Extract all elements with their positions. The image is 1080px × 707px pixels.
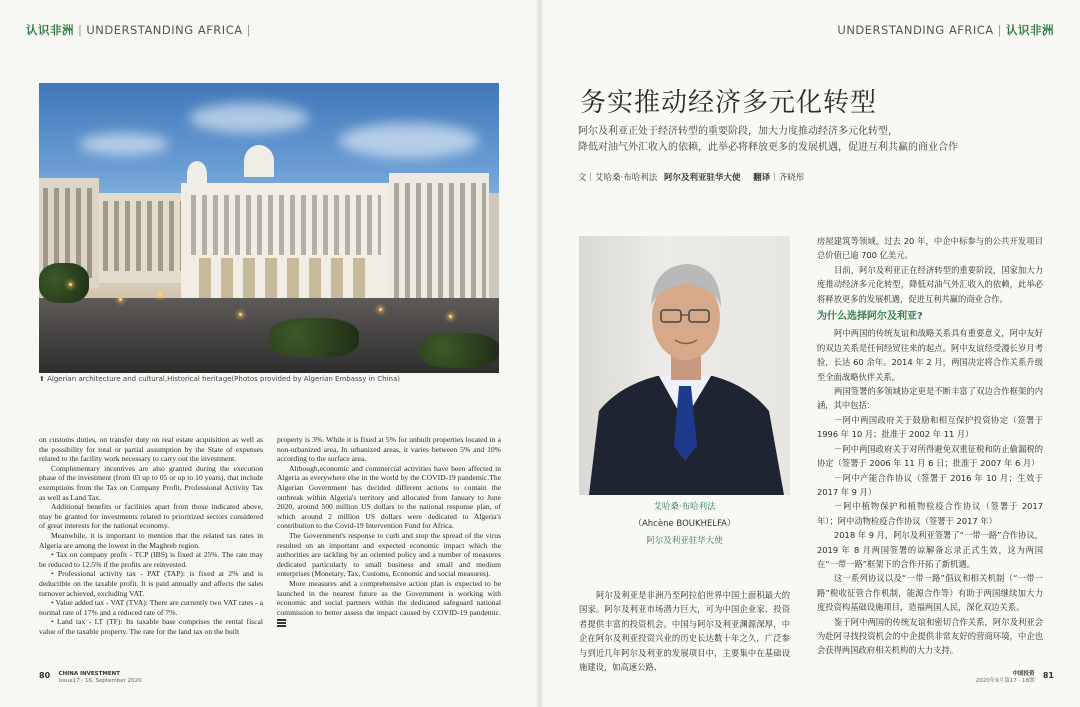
- byline: 文｜艾哈桑·布哈利法 阿尔及利亚驻华大使 翻译｜齐晓彤: [578, 173, 805, 183]
- section-label-cn: 认识非洲: [26, 23, 74, 37]
- right-text-column-1: 阿尔及利亚是非洲乃至阿拉伯世界中国土面积最大的国家。阿尔及利亚市场潜力巨大，可为中国企业家、投资者提供丰富的投资机会。中国与阿尔及利亚渊源深厚，中企在阿尔及利亚投资兴业的历史长达数十年之久，广泛参与到近几年阿尔及利亚的发展项目中，主要集中在基础设施建设，如高速公路、: [579, 590, 790, 673]
- page-number: 81: [1042, 671, 1054, 680]
- left-text-column-2: property is 3%. While it is fixed at 5% for unbuilt properties located in a non-urbanized area, In urbanized areas, it varies between 5% and 10% according to the surface area. Although,economic and commercial activities have been affected in Algeria as everywhere else in the world by the COVID-19 pandemic.The Algerian Government has decided different actions to contain the outbreak within Algeria's territory and allocated from January to June 2020, around 500 million US dollars to the national response plan, of which around 2 million US dollars were dedicated to Algeria's contribution to the Covid-19 Intervention Fund for Africa. The Government's response to curb and stop the spread of the virus resulted on an important and expected economic impact which the authorities are tackling by an oriented policy and a number of measures dedicated particularly to small business and small and medium enterprises (Monetary, Tax, Customs, Economic and social measures). More measures and a comprehensive action plan is expected to be launched in the nearest future as the Government is working with economic and social partners within the dedicated safeguard national commission to better assess the impact caused by COVID-19 pandemic.: [277, 435, 501, 627]
- article-lead: 阿尔及利亚正处于经济转型的重要阶段，加大力度推动经济多元化转型， 降低对油气外汇收入的依赖，此举必将释放更多的发展机遇，促进互利共赢的商业合作: [578, 126, 958, 153]
- ambassador-portrait-photo: [579, 236, 790, 495]
- portrait-role: 阿尔及利亚驻华大使: [646, 536, 723, 546]
- right-page: [540, 0, 1080, 707]
- left-footer: 80 CHINA INVESTMENT Issue17 · 16, September 2020: [39, 671, 142, 684]
- portrait-illustration: [579, 236, 790, 495]
- article-title: 务实推动经济多元化转型: [580, 88, 878, 118]
- left-text-column-1: on customs duties, on transfer duty on real estate acquisition as well as the possibility for total or partial assumption by the State of expenses related to the facility work necessary to carry out the investment. Complementary incentives are also granted during the execution phase of the investment (from 03 up to 05 or up to 10 years), that include exemptions from the Tax on Company Profit, Professional Activity Tax as well as Land Tax. Additional benefits or facilities apart from those indicated above, may be granted for investments related to prioritized sectors considered of great interests for the national economy. Meanwhile, it is important to mention that the related tax rates in Algeria are among the lowest in the Maghreb region. • Tax on company profit - TCP (IBS) is fixed at 25%. The rate may be reduced to 12.5% if the profits are reinvested. • Professional activity tax - PAT (TAP): is fixed at 2% and is deductible on the taxable profit. It is paid annually and affects the sales turnover achieved, excluding VAT. • Value added tax - VAT (TVA): There are currently two VAT rates - a normal rate of 17% and a reduced rate of 7%. • Land tax - LT (TF): Its taxable base comprises the rental fiscal value of the taxable property. The rate for the land tax on the built: [39, 435, 263, 636]
- algiers-architecture-photo: [39, 83, 499, 373]
- section-label-en: UNDERSTANDING AFRICA: [86, 23, 243, 37]
- page-number: 80: [39, 671, 51, 680]
- camera-icon: ⬆: [39, 375, 48, 383]
- end-mark-icon: [277, 618, 286, 627]
- section-heading: 为什么选择阿尔及利亚?: [817, 311, 923, 323]
- portrait-name-en: （Ahcène BOUKHELFA）: [633, 519, 736, 529]
- right-text-column-2: 房屋建筑等领域。过去 20 年，中企中标参与的公共开发项目总价值已逾 700 亿美元。 目前，阿尔及利亚正在经济转型的重要阶段，国家加大力度推动经济多元化转型，降低对油气外汇收入的依赖，此举必将释放更多的发展机遇，促进互利共赢的商业合作。 为什么选择阿尔及利亚? 阿中两国的传统友谊和战略关系具有重要意义，阿中友好的双边关系是任何经贸往来的起点。阿中友谊经受漫长岁月考验，长达 60 余年。2014 年 2 月，两国决定将合作关系升级至全面战略伙伴关系。 两国签署的多领域协定更是不断丰富了双边合作框架的内涵，其中包括： －阿中两国政府关于鼓励和相互保护投资协定（签署于 1996 年 10 月；批准于 2002 年 11 月） －阿中两国政府关于对所得避免双重征税和防止偷漏税的协定（签署于 2006 年 11 月 6 日；批准于 2007 年 6 月） －阿中产能合作协议（签署于 2016 年 10 月；生效于 2017 年 9 月） －阿中植物保护和植物检疫合作协议（签署于 2017 年）；阿中动物检疫合作协议（签署于 2017 年） 2018 年 9 月，阿尔及利亚签署了“一带一路”合作协议，2019 年 8 月两国签署的谅解备忘录正式生效，这为两国在“一带一路”框架下的合作开拓了新机遇。 这一系列协议以及“一带一路”倡议和相关机制（“一带一路”税收征管合作机制，能源合作等）有助于两国继续加大力度投资构基础设施项目，造福两国人民，深化双边关系。 鉴于阿中两国的传统友谊和密切合作关系，阿尔及利亚会为赴阿寻找投资机会的中企提供非常友好的营商环境，中企也会获得两国政府相关机构的大力支持。: [817, 236, 1043, 656]
- right-running-header: UNDERSTANDING AFRICA | 认识非洲: [837, 23, 1054, 37]
- left-running-header: 认识非洲 | UNDERSTANDING AFRICA |: [26, 23, 251, 37]
- right-footer: 中国投资 2020年9月第17 · 18期 81: [975, 671, 1054, 684]
- photo-caption: ⬆ Algerian architecture and cultural,Historical heritage(Photos provided by Algerian Embassy in China): [39, 375, 401, 383]
- portrait-name-cn: 艾哈桑·布哈利法: [653, 502, 716, 512]
